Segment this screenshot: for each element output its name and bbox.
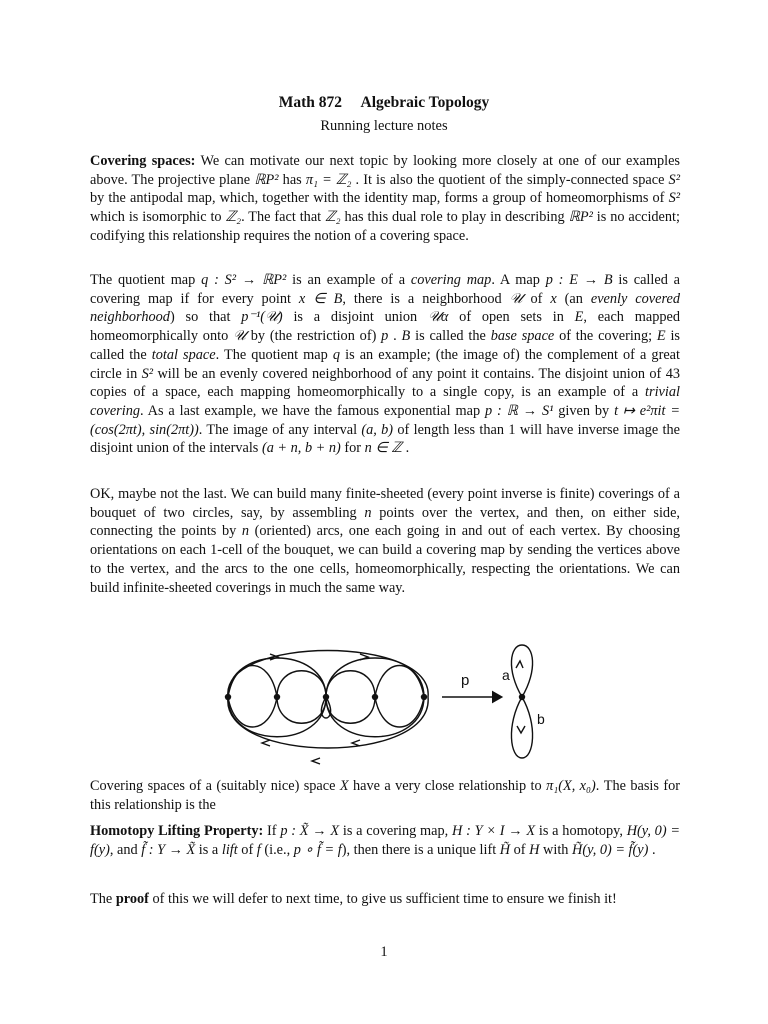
text-run: base space [490,328,555,345]
math-expression: H(y, 0) = f(y) [90,823,681,858]
text-run: which is isomorphic to [90,209,226,226]
math-expression: ℤ₂ [325,209,341,226]
math-expression: ℝP² [568,209,593,226]
math-expression: ℤ₂ [225,209,242,226]
paragraph-proof [90,890,680,909]
text-run: is a covering map, [339,823,453,839]
page-subtitle: Running lecture notes [320,118,448,134]
math-expression: (a + n, b + n) [261,440,341,457]
text-run: of this we will defer to next time, to give us sufficient time to ensure we finish it! [148,891,617,907]
text-run: , there is a neighborhood [342,290,510,307]
text-run: is a homotopy, [535,823,627,839]
paragraph-finite-sheeted [90,485,680,597]
math-expression: H [529,841,540,858]
text-run: total space [151,346,216,363]
text-run: evenly covered neighborhood [90,290,681,326]
math-expression: H̃(y, 0) = f̃(y) [572,841,649,858]
paragraph-covering-spaces [90,152,680,246]
text-run: of length less than 1 will have inverse image the disjoint union of the intervals [90,421,680,457]
text-run: lift [221,841,238,858]
text-run: . The basis for this relationship is the [90,778,680,813]
math-expression: S² [668,171,680,188]
text-run: . As a last example, we have the famous exponential map [140,402,485,419]
text-run: ), then there is a unique lift [341,841,500,858]
math-expression: X [339,778,349,794]
text-run: is a disjoint union [282,309,428,326]
text-run: by (the restriction of) [245,328,382,345]
text-run: . [648,841,656,858]
text-run: have a very close relationship to [348,778,547,794]
text-run: (oriented) arcs, one each going in and out of each vertex. By choosing orientations on each 1-cell of the bouquet, we can build a covering map by sending the vertices above to the vertex, and the arcs to the one cells, homeomorphically, respecting the orientations. We can build infinite-sheeted coverings in much the same way. [90,523,680,596]
text-run: We can motivate our next topic by looking more closely at one of our examples above. The projective plane [90,153,680,188]
text-run: has this dual role to play in describing [340,209,569,226]
text-run: is called the [90,328,680,363]
math-expression: π₁ = ℤ₂ [305,171,352,188]
text-run: is called the [410,328,491,345]
math-expression: x [550,290,557,307]
theorem-label: Homotopy Lifting Property: [90,823,264,839]
math-expression: H̃ [499,841,511,858]
math-expression: f [256,841,261,858]
text-run: (an [556,290,591,307]
math-expression: n [364,504,372,521]
math-expression: f̃ : Y → X̃ [141,841,196,858]
text-run: with [539,841,573,858]
page-number: 1 [380,944,388,960]
text-run: . It is also the quotient of the simply-connected space [351,171,669,188]
math-expression: E [656,328,666,345]
text-run: . [388,328,402,345]
bouquet [511,645,532,758]
math-expression: p [381,328,389,345]
text-run: will be an evenly covered neighborhood of any point it contains. The disjoint union of 43 copies of a space, each mapping homeomorphically to a single copy, is an example of a [90,365,680,401]
text-run: OK, maybe not the last. We can build many finite-sheeted (every point inverse is finite) coverings of a bouquet of two circles, say, by assembling [90,486,680,521]
text-run: for [340,440,365,457]
covering-graph [228,651,428,765]
text-run: Covering spaces of a (suitably nice) space [90,778,340,794]
text-run: is an example; (the image of) the complement of a great circle in [90,346,681,382]
text-run: , and [109,841,142,858]
math-expression: E [574,309,584,326]
math-expression: 𝒰α [428,309,449,326]
paragraph-quotient-map [90,271,680,458]
page-title: Math 872 Algebraic Topology [278,94,490,111]
math-expression: S² [668,190,680,207]
paragraph-relationship [90,777,680,814]
p-label: p [461,672,470,689]
math-expression: n [241,523,250,540]
text-run: The quotient map [90,272,202,288]
text-run: . The image of any interval [198,421,362,438]
text-run: . The quotient map [215,346,333,363]
text-run: of open sets in [448,309,575,326]
math-expression: 𝒰 [509,290,523,307]
text-run: The [90,891,116,907]
text-run: . A map [491,272,546,288]
text-run: . [402,440,410,457]
math-expression: π₁(X, x₀) [546,778,596,794]
section-label: Covering spaces: [90,153,196,169]
text-run: is no accident; codifying this relationship requires the notion of a covering space. [90,209,680,244]
text-run: of the covering; [554,328,657,345]
math-expression: H : Y × I → X [452,823,536,839]
math-expression: x ∈ B [298,290,343,307]
text-run: points over the vertex, and then, on either side, connecting the points by [90,504,680,540]
math-expression: p ∘ f̃ = f [293,841,342,858]
text-run: of [522,290,551,307]
b-label: b [537,711,545,727]
math-expression: p : ℝ → S¹ [484,402,554,419]
math-expression: q : S² → ℝP² [201,272,287,288]
math-expression: S² [141,365,154,382]
text-run: trivial covering [90,384,680,419]
covering-space-figure [210,640,570,765]
a-label: a [502,667,510,683]
math-expression: p⁻¹(𝒰) [241,309,283,326]
text-run: covering map [410,272,492,288]
text-run: has [278,171,306,188]
text-run: ) so that [169,309,242,326]
math-expression: p : E → B [545,272,613,288]
text-run: (i.e., [260,841,294,858]
text-run: of [510,841,530,858]
math-expression: n ∈ ℤ [364,440,403,457]
paragraph-homotopy-lifting [90,822,680,859]
math-expression: ℝP² [254,171,279,188]
text-run: of [237,841,257,858]
math-expression: t ↦ e²πit = (cos(2πt), sin(2πt)) [90,402,680,438]
text-run: by the antipodal map, which, together with the identity map, forms a group of homeomorphisms of [90,190,669,207]
math-expression: q [332,346,341,363]
text-run: . The fact that [241,209,326,226]
text-run: is an example of a [286,272,411,288]
math-expression: B [401,328,411,345]
text-run: is a [195,841,222,858]
text-run: given by [553,402,615,419]
text-run: proof [115,891,149,907]
math-expression: 𝒰 [233,328,246,345]
text-run: is called a covering map if for every point [90,272,681,307]
math-expression: p : X̃ → X [280,823,340,839]
text-run: , each mapped homeomorphically onto [90,309,680,345]
math-expression: (a, b) [361,421,394,438]
text-run: If [263,823,281,839]
